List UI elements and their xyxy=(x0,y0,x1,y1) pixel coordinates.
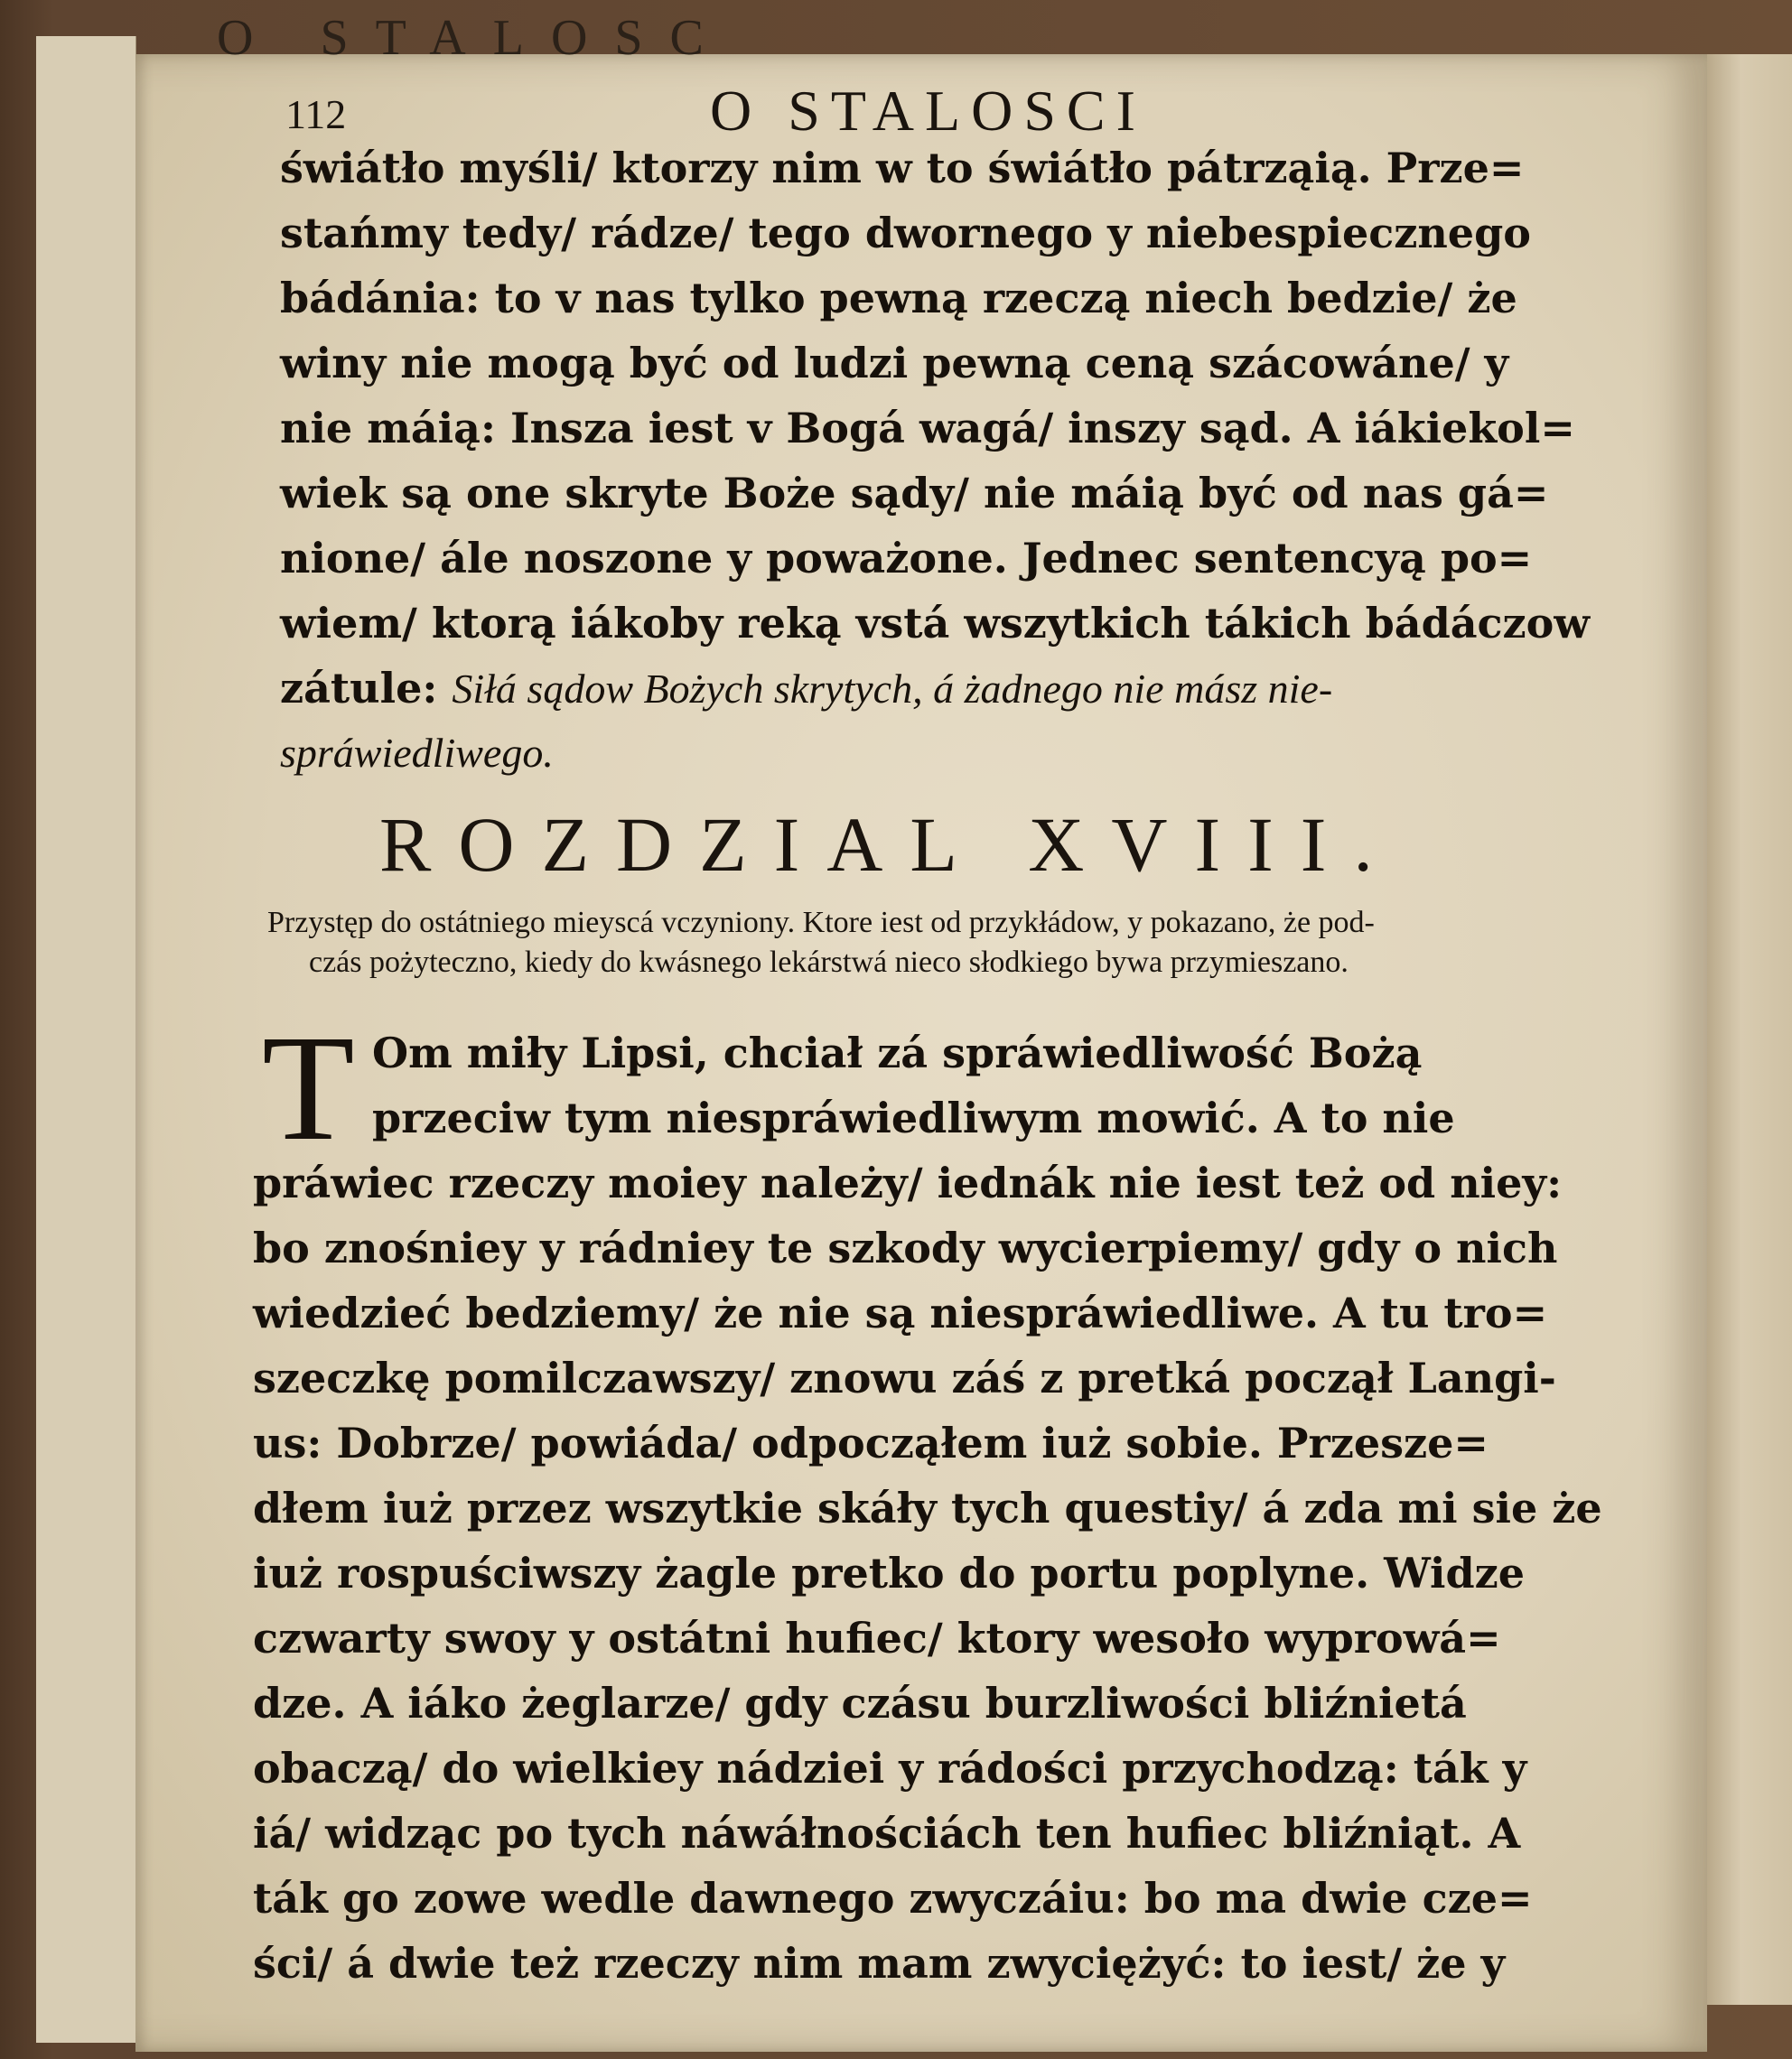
text-line: bo znośniey y rádniey te szkody wycierpiemy/ gdy o nich xyxy=(253,1224,1558,1272)
page-number: 112 xyxy=(285,91,347,137)
drop-cap: T xyxy=(262,1004,355,1172)
page-edge xyxy=(76,36,97,2043)
passage-top xyxy=(280,135,1617,786)
text-line: Om miły Lipsi, chciał zá spráwiedliwość Bożą xyxy=(372,1029,1423,1077)
text-line: stańmy tedy/ rádze/ tego dwornego y niebespiecznego xyxy=(280,209,1531,257)
text-line: szeczkę pomilczawszy/ znowu záś z pretká począł Langi- xyxy=(253,1354,1556,1402)
text-line: wiem/ ktorą iákoby reką vstá wszytkich tákich bádáczow xyxy=(280,599,1590,648)
text-line: świátło myśli/ ktorzy nim w to świátło pátrząią. Prze= xyxy=(280,144,1525,192)
text-line: us: Dobrze/ powiáda/ odpocząłem iuż sobie. Przesze= xyxy=(253,1419,1489,1467)
text-line: czwarty swoy y ostátni hufiec/ ktory wesoło wyprowá= xyxy=(253,1614,1501,1663)
text-line: nie máią: Insza iest v Bogá wagá/ inszy sąd. A iákiekol= xyxy=(280,404,1575,452)
text-line: ták go zowe wedle dawnego zwyczáiu: bo ma dwie cze= xyxy=(253,1874,1533,1923)
text-line: wiedzieć bedziemy/ że nie są niespráwiedliwe. A tu tro= xyxy=(253,1289,1548,1337)
text-line: dze. A iáko żeglarze/ gdy czásu burzliwości bliźnietá xyxy=(253,1679,1467,1728)
chapter-heading: ROZDZIAL XVIII. xyxy=(379,801,1400,888)
text-line: ści/ á dwie też rzeczy nim mam zwyciężyć: to iest/ że y xyxy=(253,1939,1506,1988)
italic-line: spráwiedliwego. xyxy=(280,730,554,776)
text-line: bádánia: to v nas tylko pewną rzeczą niech bedzie/ że xyxy=(280,274,1517,322)
italic-sentence: Siłá sądow Bożych skrytych, á żadnego nie mász nie- xyxy=(452,666,1333,712)
page-edge xyxy=(36,36,57,2043)
text-line: wiek są one skryte Boże sądy/ nie máią być od nas gá= xyxy=(280,469,1549,517)
summary-line: czás pożyteczno, kiedy do kwásnego lekárstwá nieco słodkiego bywa przymieszano. xyxy=(309,946,1349,979)
page-edge xyxy=(96,36,117,2043)
text-line: winy nie mogą być od ludzi pewną ceną szácowáne/ y xyxy=(280,339,1509,387)
running-title: O STALOSCI xyxy=(710,79,1146,143)
chapter-summary xyxy=(267,903,1550,983)
text-line: obaczą/ do wielkiey nádziei y rádości przychodzą: ták y xyxy=(253,1744,1527,1793)
text-line xyxy=(280,656,1617,721)
page-edge xyxy=(56,36,77,2043)
text-line: práwiec rzeczy moiey należy/ iednák nie iest też od niey: xyxy=(253,1159,1563,1207)
summary-line: Przystęp do ostátniego mieyscá vczyniony. Ktore iest od przykłádow, y pokazano, że pod- xyxy=(267,906,1375,939)
facing-page-edge xyxy=(1707,54,1792,2005)
text-line: przeciw tym niespráwiedliwym mowić. A to nie xyxy=(372,1094,1455,1142)
text-line: iá/ widząc po tych náwáłnościách ten hufiec bliźniąt. A xyxy=(253,1809,1521,1858)
text-segment: zátule: xyxy=(280,664,438,713)
passage-main xyxy=(253,1004,1608,1996)
text-line: nione/ ále noszone y poważone. Jednec sentencyą po= xyxy=(280,534,1533,582)
page-edge xyxy=(116,36,136,2043)
text-line: iuż rospuściwszy żagle pretko do portu poplyne. Widze xyxy=(253,1549,1526,1598)
text-line: dłem iuż przez wszytkie skáły tych questiy/ á zda mi sie że xyxy=(253,1484,1602,1533)
previous-page-ghost-title: O STALOSC xyxy=(217,10,731,66)
